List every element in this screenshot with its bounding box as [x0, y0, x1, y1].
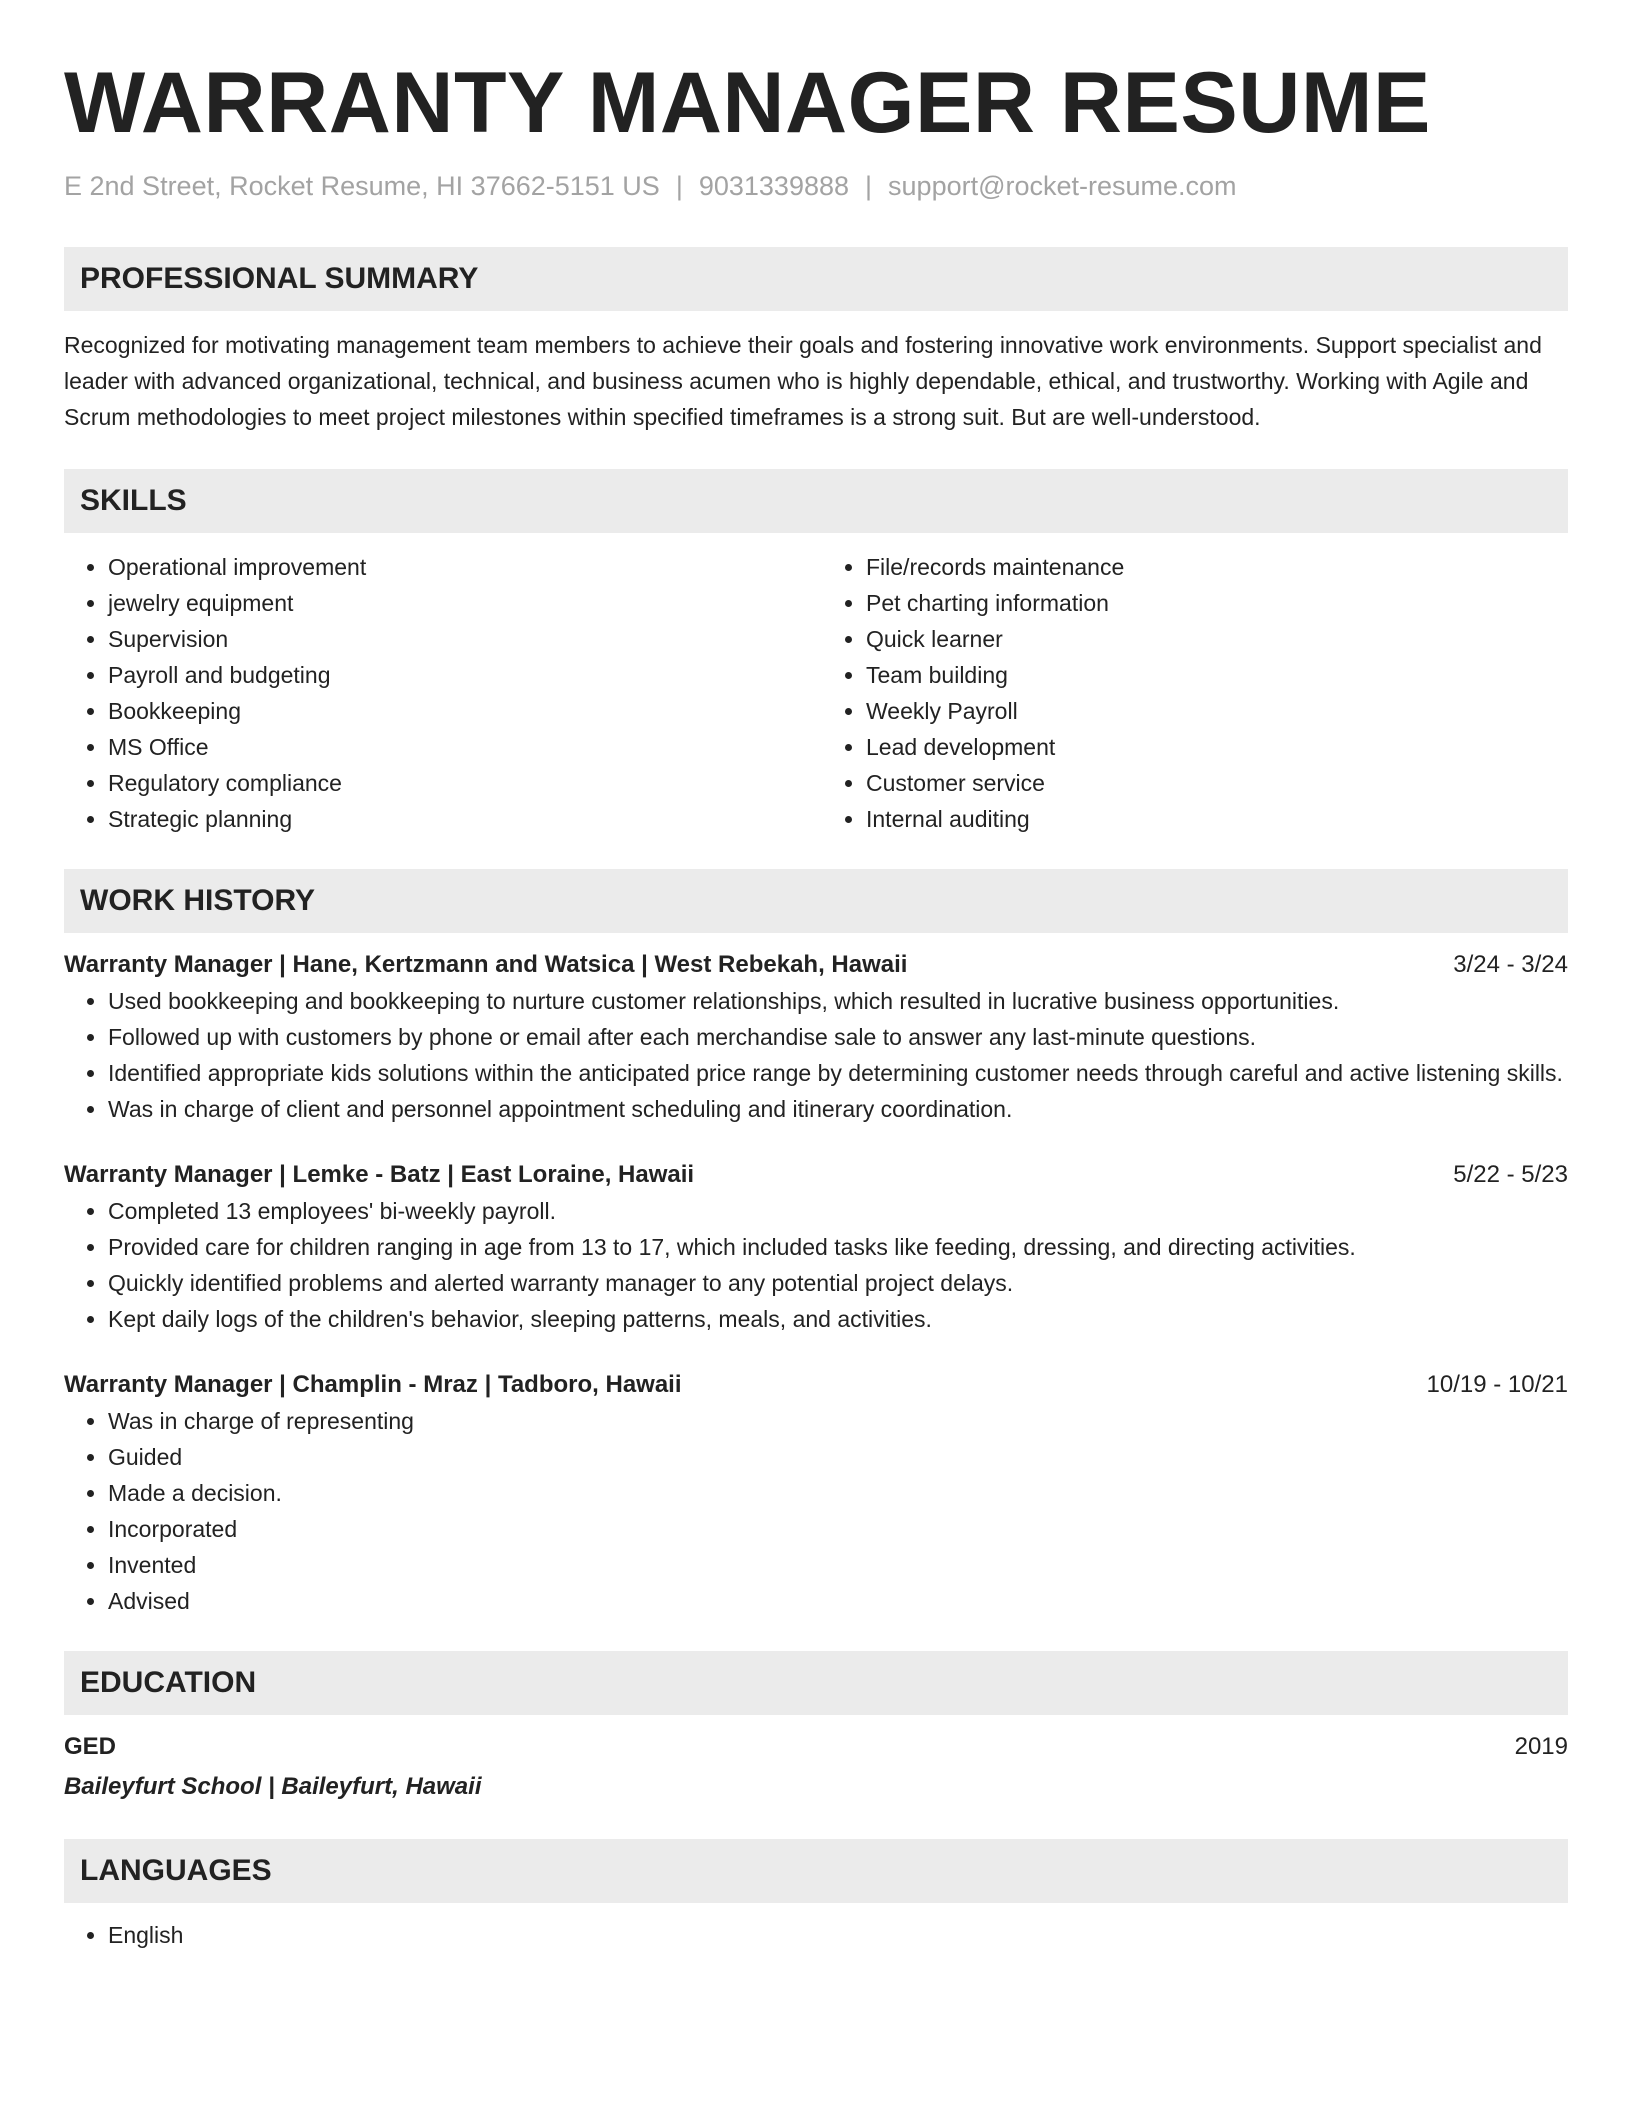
job-title: Warranty Manager | Lemke - Batz | East Loraine, Hawaii [64, 1161, 695, 1189]
section-heading-work-history: WORK HISTORY [64, 869, 1568, 933]
skill-item: • Customer service [866, 765, 1568, 801]
skills-list-right [816, 549, 1568, 837]
skills-grid [64, 549, 1568, 837]
skills-column-left [64, 549, 816, 837]
section-heading-summary: PROFESSIONAL SUMMARY [64, 247, 1568, 311]
skill-item: • Weekly Payroll [866, 693, 1568, 729]
job-bullet: • Identified appropriate kids solutions within the anticipated price range by determining customer needs through careful and active listening skills. [108, 1055, 1568, 1091]
job-header [64, 1157, 1568, 1193]
job-dates: 3/24 - 3/24 [1453, 951, 1568, 979]
skills-list-left [64, 549, 816, 837]
skill-item: • Team building [866, 657, 1568, 693]
job-bullet: • Followed up with customers by phone or email after each merchandise sale to answer any last-minute questions. [108, 1019, 1568, 1055]
skill-item: • Pet charting information [866, 585, 1568, 621]
job-bullet-list [64, 1403, 1568, 1619]
skill-item: • File/records maintenance [866, 549, 1568, 585]
skill-item: • MS Office [108, 729, 816, 765]
skill-item: • Internal auditing [866, 801, 1568, 837]
job-bullet: • Was in charge of client and personnel appointment scheduling and itinerary coordination. [108, 1091, 1568, 1127]
job-bullet-list [64, 983, 1568, 1127]
resume-title: WARRANTY MANAGER RESUME [64, 55, 1431, 151]
job-title: Warranty Manager | Champlin - Mraz | Tadboro, Hawaii [64, 1371, 682, 1399]
skill-item: • Operational improvement [108, 549, 816, 585]
job-entry [64, 1367, 1568, 1619]
job-bullet: • Made a decision. [108, 1475, 1568, 1511]
job-entry [64, 1157, 1568, 1337]
contact-phone: 9031339888 [698, 171, 850, 201]
job-header [64, 947, 1568, 983]
skill-item: • Strategic planning [108, 801, 816, 837]
job-bullet: • Provided care for children ranging in age from 13 to 17, which included tasks like feeding, dressing, and directing activities. [108, 1229, 1568, 1265]
skill-item: • Bookkeeping [108, 693, 816, 729]
skill-item: • Lead development [866, 729, 1568, 765]
contact-email: support@rocket-resume.com [888, 171, 1237, 201]
education-header [64, 1729, 1568, 1765]
contact-separator: | [675, 171, 683, 201]
language-item: • English [108, 1917, 1568, 1953]
languages-list [64, 1917, 1568, 1953]
skill-item: • Quick learner [866, 621, 1568, 657]
job-bullet: • Kept daily logs of the children's behavior, sleeping patterns, meals, and activities. [108, 1301, 1568, 1337]
job-bullet: • Completed 13 employees' bi-weekly payroll. [108, 1193, 1568, 1229]
skill-item: • jewelry equipment [108, 585, 816, 621]
job-dates: 5/22 - 5/23 [1453, 1161, 1568, 1189]
contact-address: E 2nd Street, Rocket Resume, HI 37662-5151 US [64, 171, 660, 201]
section-heading-education: EDUCATION [64, 1651, 1568, 1715]
summary-paragraph: Recognized for motivating management team members to achieve their goals and fostering innovative work environments. Support specialist and leader with advanced organizational, technical, and business acumen who is highly dependable, ethical, and trustworthy. Working with Agile and Scrum methodologies to meet project milestones within specified timeframes is a strong suit. But are well-understood. [64, 332, 1542, 431]
section-heading-languages: LANGUAGES [64, 1839, 1568, 1903]
education-entry [64, 1729, 1568, 1805]
job-bullet: • Guided [108, 1439, 1568, 1475]
job-title: Warranty Manager | Hane, Kertzmann and Watsica | West Rebekah, Hawaii [64, 951, 908, 979]
job-bullet: • Used bookkeeping and bookkeeping to nurture customer relationships, which resulted in lucrative business opportunities. [108, 983, 1568, 1019]
contact-line [64, 170, 1568, 202]
education-year: 2019 [1514, 1733, 1568, 1761]
job-bullet: • Quickly identified problems and alerted warranty manager to any potential project delays. [108, 1265, 1568, 1301]
education-degree: GED [64, 1733, 117, 1761]
job-bullet-list [64, 1193, 1568, 1337]
skill-item: • Supervision [108, 621, 816, 657]
job-bullet: • Invented [108, 1547, 1568, 1583]
skills-column-right [816, 549, 1568, 837]
job-bullet: • Advised [108, 1583, 1568, 1619]
job-dates: 10/19 - 10/21 [1426, 1371, 1568, 1399]
job-header [64, 1367, 1568, 1403]
job-entry [64, 947, 1568, 1127]
skill-item: • Regulatory compliance [108, 765, 816, 801]
section-heading-skills: SKILLS [64, 469, 1568, 533]
contact-separator: | [865, 171, 873, 201]
education-school: Baileyfurt School | Baileyfurt, Hawaii [64, 1773, 482, 1801]
job-bullet: • Incorporated [108, 1511, 1568, 1547]
skill-item: • Payroll and budgeting [108, 657, 816, 693]
job-bullet: • Was in charge of representing [108, 1403, 1568, 1439]
